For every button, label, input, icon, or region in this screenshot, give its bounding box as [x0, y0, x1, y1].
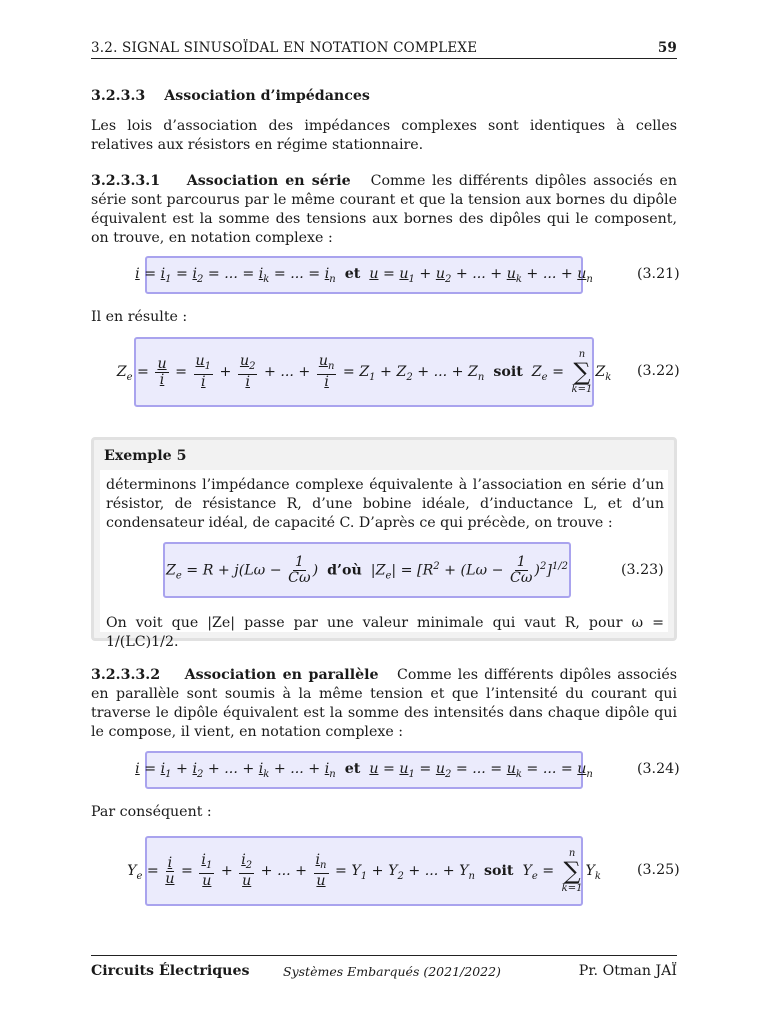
eqnum-3-23: (3.23)	[621, 562, 664, 578]
word-soit: soit	[493, 364, 523, 380]
equation-3-21: $i = i_1 = i_2$ = ... = $i_k$ = ... = $i_n$ et $u = u_1 + u_2$ + ... + $u_k$ + ... + $u_n$	[145, 256, 583, 294]
example-title: Exemple 5	[104, 448, 187, 464]
eqnum-3-25: (3.25)	[637, 862, 680, 878]
serie-paragraph	[91, 172, 677, 248]
section-number: 3.2.3.3	[91, 88, 146, 104]
word-et: et	[344, 265, 361, 282]
equation-3-22: $Z_e$ = $\frac{u}{i}$ = $\frac{u_1}{i}$ + $\frac{u_2}{i}$ + ... + $\frac{u_n}{i}$ = $Z_1 + Z_2$ + ... + $Z_n$ soit $Z_e$ = n ∑ k=1 $Z_k$	[134, 337, 594, 407]
page-number: 59	[657, 40, 677, 56]
example-body	[100, 470, 668, 650]
word-dou: d’où	[327, 562, 362, 578]
footer-program: Systèmes Embarqués (2021/2022)	[283, 964, 501, 979]
parallele-text: Comme les différents dipôles associés en parallèle sont soumis à la même tension et que l’intensité du courant qui traverse le dipôle équivalent est la somme des intensités dans chaque dipôle qui le compose, il vient, en notation complexe :	[91, 667, 677, 740]
example-box	[91, 437, 677, 650]
serie-number: 3.2.3.3.1	[91, 173, 161, 189]
parallele-title: Association en parallèle	[184, 667, 379, 683]
page-footer	[91, 955, 677, 982]
parallele-paragraph	[91, 666, 677, 742]
example-conclusion: On voit que |Ze| passe par une valeur minimale qui vaut R, pour ω = 1/(LC)1/2.	[106, 615, 664, 650]
serie-result: Il en résulte :	[91, 309, 188, 325]
serie-text: Comme les différents dipôles associés en série sont parcourus par le même courant et que la tension aux bornes du dipôle équivalent est la somme des tensions aux bornes des dipôles qui le composent, on trouve, en notation complexe :	[91, 173, 677, 246]
equation-3-23: $Z_e = R + j(L\omega$ − $\frac{1}{C\omega}$ ) d’où $|Z_e| = [R^2 + (L\omega$ − $\frac{1}{C\omega}$ )$^2$]$^{1/2}$	[163, 542, 571, 598]
header-section: 3.2. SIGNAL SINUSOÏDAL EN NOTATION COMPLEXE	[91, 40, 478, 56]
equation-3-24: $i = i_1 + i_2$ + ... + $i_k$ + ... + $i_n$ et $u = u_1 = u_2$ = ... = $u_k$ = ... = $u_n$	[145, 751, 583, 789]
section-heading	[91, 88, 370, 104]
eqnum-3-22: (3.22)	[637, 363, 680, 379]
eqnum-3-21: (3.21)	[637, 266, 680, 282]
page-header	[91, 40, 677, 59]
parallele-number: 3.2.3.3.2	[91, 667, 161, 683]
parallele-result: Par conséquent :	[91, 804, 212, 820]
footer-author: Pr. Otman JAÏ	[578, 963, 677, 979]
word-soit-2: soit	[484, 863, 514, 879]
example-text: déterminons l’impédance complexe équivalente à l’association en série d’un résistor, de résistance R, d’une bobine idéale, d’inductance L, et d’un condensateur idéal, de capacité C. D’après ce qui précède, on trouve :	[106, 477, 664, 531]
word-et-2: et	[344, 760, 361, 777]
equation-3-25: $Y_e$ = $\frac{i}{u}$ = $\frac{i_1}{u}$ + $\frac{i_2}{u}$ + ... + $\frac{i_n}{u}$ = $Y_1 + Y_2$ + ... + $Y_n$ soit $Y_e$ = n ∑ k=1 $Y_k$	[145, 836, 583, 906]
footer-course: Circuits Électriques	[91, 963, 250, 979]
section-title: Association d’impédances	[164, 88, 370, 104]
eqnum-3-24: (3.24)	[637, 761, 680, 777]
serie-title: Association en série	[186, 173, 351, 189]
intro-paragraph: Les lois d’association des impédances complexes sont identiques à celles relatives aux résistors en régime stationnaire.	[91, 118, 677, 153]
